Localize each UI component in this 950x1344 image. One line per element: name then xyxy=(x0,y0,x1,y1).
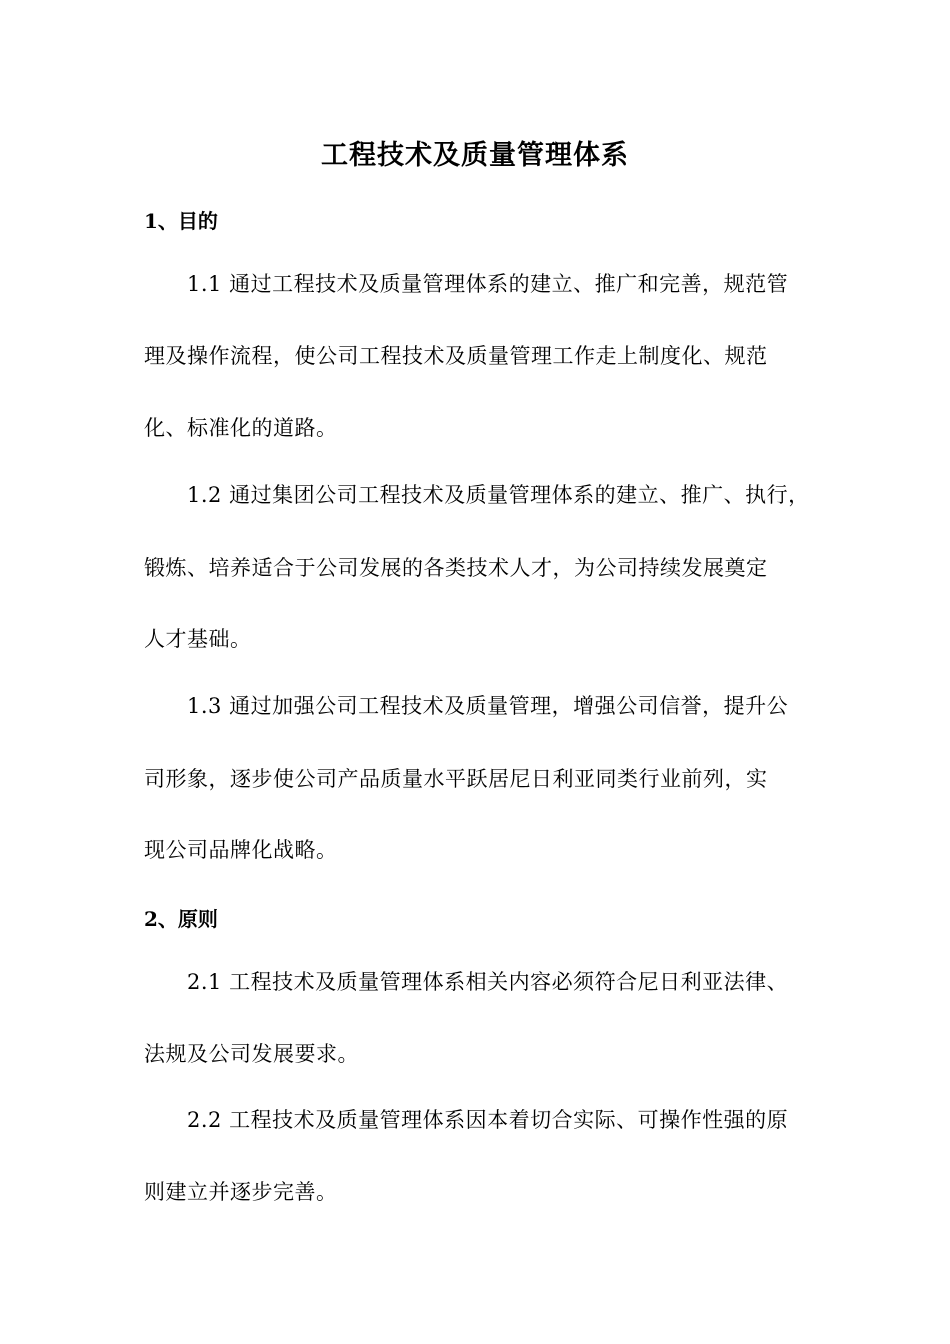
document-title: 工程技术及质量管理体系 xyxy=(321,140,629,171)
paragraph-line: 理及操作流程，使公司工程技术及质量管理工作走上制度化、规范 xyxy=(144,344,768,368)
paragraph-line: 1.1 通过工程技术及质量管理体系的建立、推广和完善，规范管 xyxy=(187,272,789,296)
paragraph-line: 法规及公司发展要求。 xyxy=(144,1042,359,1066)
paragraph-line: 则建立并逐步完善。 xyxy=(144,1180,338,1204)
paragraph-line: 1.3 通过加强公司工程技术及质量管理，增强公司信誉，提升公 xyxy=(187,694,789,718)
paragraph-line: 现公司品牌化战略。 xyxy=(144,838,338,862)
section-heading-principles: 2、原则 xyxy=(144,907,218,931)
paragraph-line: 人才基础。 xyxy=(144,627,252,651)
paragraph-line: 化、标准化的道路。 xyxy=(144,416,338,440)
paragraph-line: 2.2 工程技术及质量管理体系因本着切合实际、可操作性强的原 xyxy=(187,1108,789,1132)
paragraph-line: 1.2 通过集团公司工程技术及质量管理体系的建立、推广、执行， xyxy=(187,483,810,507)
paragraph-line: 司形象，逐步使公司产品质量水平跃居尼日利亚同类行业前列，实 xyxy=(144,767,768,791)
section-heading-purpose: 1、目的 xyxy=(144,209,218,233)
paragraph-line: 2.1 工程技术及质量管理体系相关内容必须符合尼日利亚法律、 xyxy=(187,970,789,994)
paragraph-line: 锻炼、培养适合于公司发展的各类技术人才，为公司持续发展奠定 xyxy=(144,556,768,580)
